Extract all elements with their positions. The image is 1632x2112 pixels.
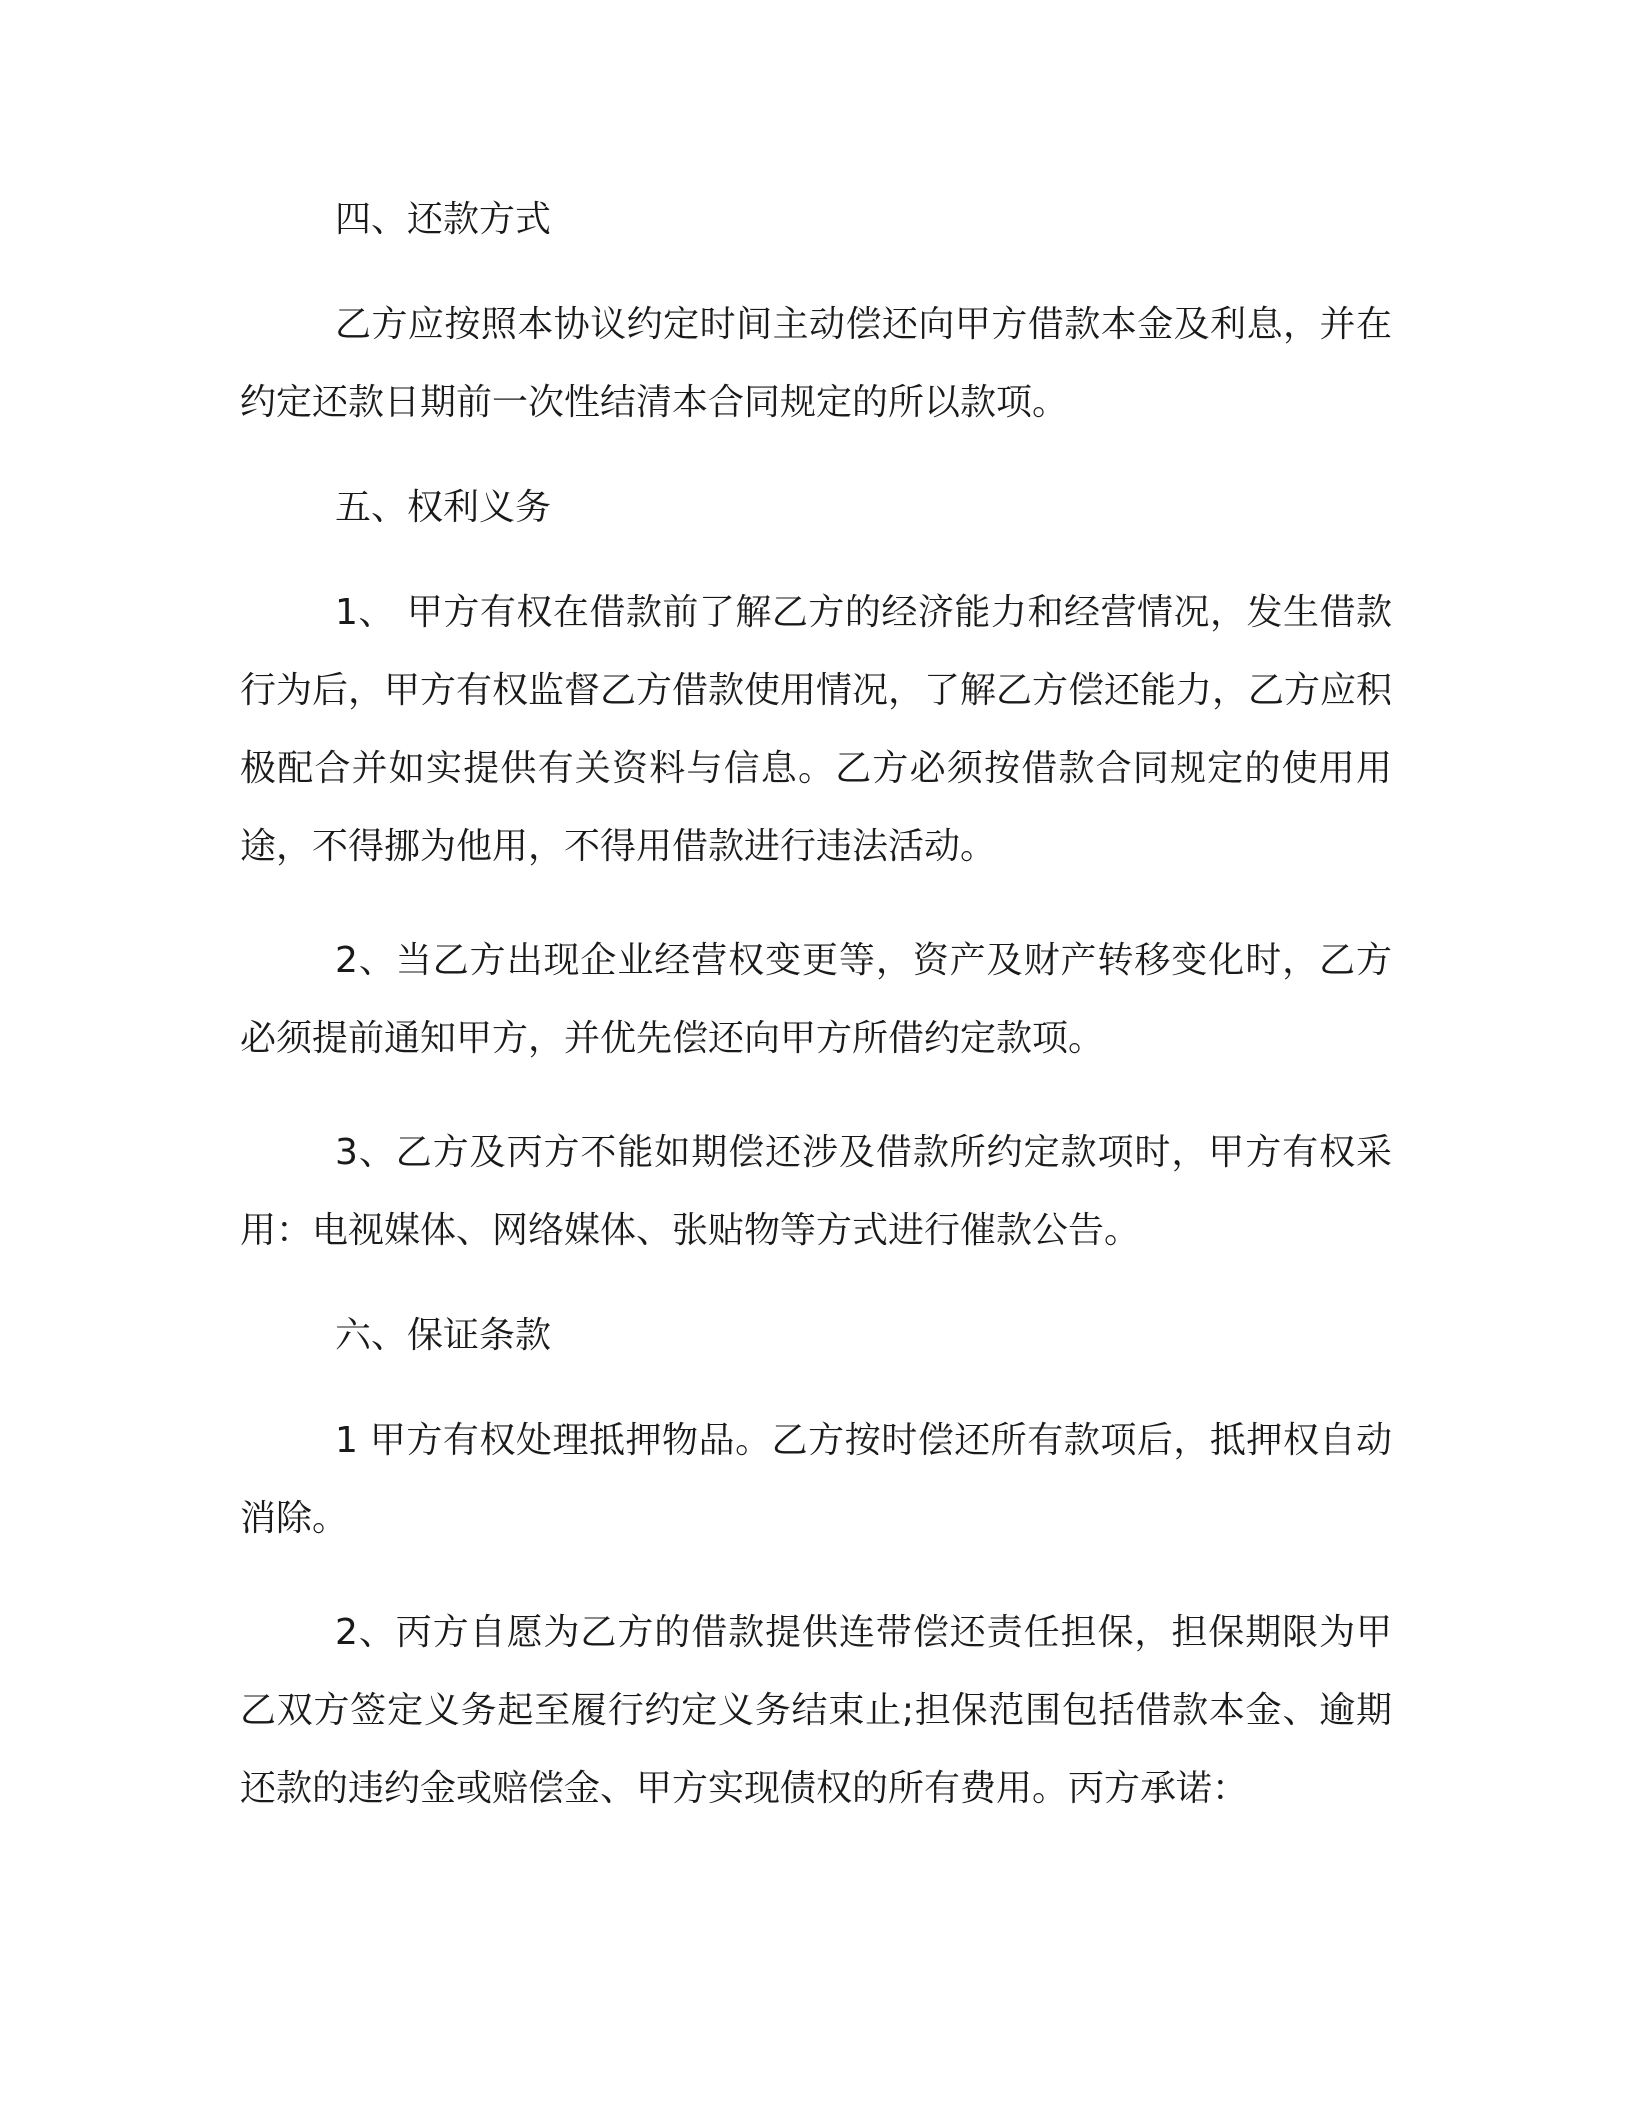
- paragraph-rights-3: 3、乙方及丙方不能如期偿还涉及借款所约定款项时，甲方有权采用：电视媒体、网络媒体、张贴物等方式进行催款公告。: [240, 1132, 1392, 1251]
- paragraph-guarantee-2: 2、丙方自愿为乙方的借款提供连带偿还责任担保，担保期限为甲乙双方签定义务起至履行约定义务结束止;担保范围包括借款本金、逾期还款的违约金或赔偿金、甲方实现债权的所有费用。丙方承诺：: [240, 1612, 1392, 1809]
- section-heading-rights-obligations: 五、权利义务: [335, 487, 552, 528]
- paragraph-rights-2: 2、当乙方出现企业经营权变更等，资产及财产转移变化时，乙方必须提前通知甲方，并优先偿还向甲方所借约定款项。: [240, 940, 1392, 1059]
- section-heading-repayment: 四、还款方式: [335, 199, 552, 240]
- paragraph-rights-1: 1、 甲方有权在借款前了解乙方的经济能力和经营情况，发生借款行为后，甲方有权监督乙方借款使用情况，了解乙方偿还能力，乙方应积极配合并如实提供有关资料与信息。乙方必须按借款合同规定的使用用途，不得挪为他用，不得用借款进行违法活动。: [240, 592, 1393, 867]
- document-body: [240, 190, 1392, 1864]
- paragraph-guarantee-1: 1 甲方有权处理抵押物品。乙方按时偿还所有款项后，抵押权自动消除。: [240, 1420, 1392, 1539]
- section-heading-guarantee: 六、保证条款: [335, 1315, 552, 1356]
- paragraph-repayment: 乙方应按照本协议约定时间主动偿还向甲方借款本金及利息，并在约定还款日期前一次性结清本合同规定的所以款项。: [240, 304, 1392, 423]
